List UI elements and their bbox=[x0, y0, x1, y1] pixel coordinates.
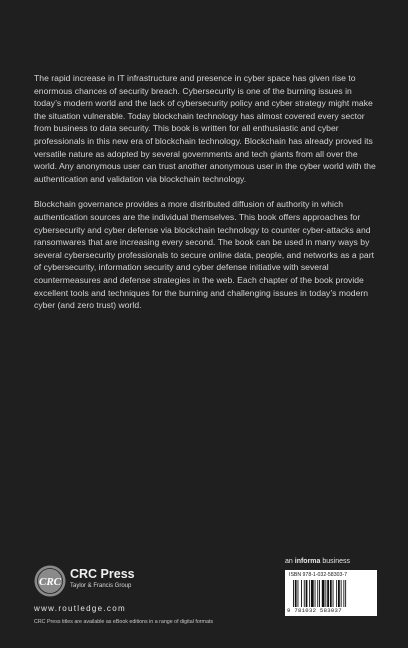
barcode-stripe bbox=[325, 580, 326, 607]
barcode-stripe bbox=[304, 580, 305, 607]
publisher-group: Taylor & Francis Group bbox=[70, 583, 132, 589]
logo-text: CRC bbox=[38, 576, 62, 588]
ebook-footnote: CRC Press titles are available as eBook editions in a range of digital formats bbox=[34, 619, 214, 625]
barcode-stripe bbox=[306, 580, 308, 607]
publisher-website[interactable]: www.routledge.com bbox=[34, 604, 126, 613]
barcode-stripe bbox=[338, 580, 340, 607]
informa-suffix: business bbox=[322, 558, 351, 565]
barcode-stripe bbox=[319, 580, 320, 607]
barcode-stripe bbox=[336, 580, 337, 607]
barcode-stripe bbox=[317, 580, 318, 607]
informa-prefix: an bbox=[285, 558, 293, 565]
informa-business-label bbox=[285, 558, 350, 565]
barcode-stripe bbox=[293, 580, 294, 607]
barcode-stripe bbox=[333, 580, 334, 607]
blurb-paragraph-1: The rapid increase in IT infrastructure and presence in cyber space has given rise to enormous chances of security breach. Cybersecurity is one of the burning issues in today’s modern world and the lack of cybersecurity policy and cyber strategy might make the situation vulnerable. Today blockchain technology has almost covered every sector from business to data security. This book is written for all enthusiastic and cyber professionals in this new era of blockchain technology. Blockchain has already proved its versatile nature as adopted by several governments and tech giants from all over the world. Any anonymous user can trust another anonymous user in the cyber world with the authentication and validation via blockchain technology. bbox=[34, 73, 376, 184]
informa-brand: informa bbox=[294, 558, 321, 565]
barcode-stripe bbox=[322, 580, 325, 607]
barcode-stripe bbox=[309, 580, 310, 607]
barcode-stripe bbox=[345, 580, 346, 607]
blurb-paragraph-2: Blockchain governance provides a more distributed diffusion of authority in which authentication sources are the individual themselves. This book offers approaches for cybersecurity and cyber defense via blockchain technology to counter cyber-attacks and ransomwares that are increasing every second. The book can be used in many ways by several cybersecurity professionals to secure online data, people, and networks as a part of cybersecurity, information security and cyber defense initiative with several countermeasures and defense strategies in the web. Each chapter of the book provide excellent tools and techniques for the burning and challenging issues in today’s modern cyber (and zero trust) world. bbox=[34, 199, 374, 311]
barcode-stripe bbox=[330, 580, 332, 607]
barcode-stripe bbox=[315, 580, 316, 607]
barcode-digits: 9 781032 583037 bbox=[287, 607, 342, 614]
barcode-stripe bbox=[301, 580, 302, 607]
barcode-stripe bbox=[343, 580, 344, 607]
barcode-stripe bbox=[311, 580, 314, 607]
barcode-bars bbox=[293, 580, 369, 607]
barcode-stripe bbox=[298, 580, 299, 607]
barcode-stripe bbox=[295, 580, 297, 607]
isbn-barcode bbox=[285, 570, 377, 616]
barcode-stripe bbox=[327, 580, 329, 607]
publisher-name: CRC Press bbox=[70, 567, 135, 581]
barcode-stripe bbox=[341, 580, 342, 607]
crc-press-logo-icon bbox=[34, 565, 66, 602]
back-cover-blurb bbox=[34, 72, 378, 325]
isbn-label: ISBN 978-1-032-58303-7 bbox=[289, 572, 347, 578]
